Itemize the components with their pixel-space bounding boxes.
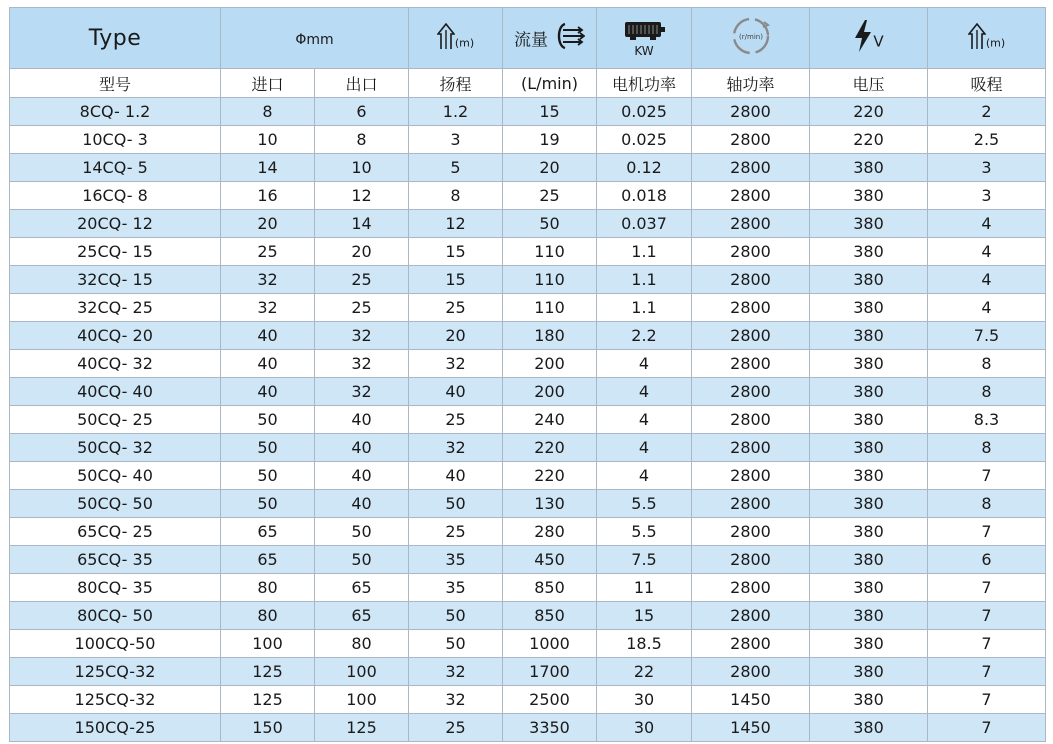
shaft-speed-cell: 2800 (692, 154, 810, 182)
outlet-cell: 100 (315, 686, 409, 714)
table-row (10, 294, 1046, 322)
outlet-cell: 40 (315, 462, 409, 490)
outlet-cell: 32 (315, 350, 409, 378)
voltage-cell: 380 (810, 238, 928, 266)
flow-cell: 50 (503, 210, 597, 238)
shaft-speed-cell: 2800 (692, 266, 810, 294)
outlet-column-label: 出口 (315, 69, 409, 98)
flow-column-label: (L/min) (503, 69, 597, 98)
outlet-cell: 14 (315, 210, 409, 238)
flow-cell: 25 (503, 182, 597, 210)
model-cell: 65CQ- 35 (10, 546, 221, 574)
table-row (10, 490, 1046, 518)
suction-cell: 2 (928, 98, 1046, 126)
model-cell: 32CQ- 15 (10, 266, 221, 294)
outlet-cell: 125 (315, 714, 409, 742)
inlet-cell: 10 (221, 126, 315, 154)
model-cell: 50CQ- 40 (10, 462, 221, 490)
suction-cell: 7 (928, 574, 1046, 602)
inlet-cell: 125 (221, 658, 315, 686)
table-row (10, 602, 1046, 630)
shaft-speed-cell: 2800 (692, 406, 810, 434)
head-cell: 32 (409, 686, 503, 714)
table-row (10, 714, 1046, 742)
flow-cell: 19 (503, 126, 597, 154)
inlet-cell: 16 (221, 182, 315, 210)
outlet-cell: 32 (315, 322, 409, 350)
model-cell: 80CQ- 50 (10, 602, 221, 630)
head-cell: 32 (409, 350, 503, 378)
outlet-cell: 65 (315, 574, 409, 602)
shaft-speed-cell: 2800 (692, 238, 810, 266)
suction-cell: 7 (928, 686, 1046, 714)
table-row (10, 210, 1046, 238)
shaft-speed-cell: 2800 (692, 490, 810, 518)
model-cell: 125CQ-32 (10, 686, 221, 714)
suction-cell: 7.5 (928, 322, 1046, 350)
suction-cell: 8 (928, 434, 1046, 462)
suction-cell: 3 (928, 182, 1046, 210)
head-cell: 35 (409, 546, 503, 574)
inlet-cell: 80 (221, 602, 315, 630)
head-cell: 25 (409, 294, 503, 322)
flow-cell: 2500 (503, 686, 597, 714)
voltage-cell: 380 (810, 210, 928, 238)
outlet-cell: 20 (315, 238, 409, 266)
inlet-cell: 8 (221, 98, 315, 126)
diameter-label: Φmm (295, 31, 334, 48)
head-column-label: 扬程 (409, 69, 503, 98)
model-cell: 10CQ- 3 (10, 126, 221, 154)
flow-cell: 200 (503, 378, 597, 406)
voltage-cell: 380 (810, 322, 928, 350)
flow-cell: 280 (503, 518, 597, 546)
table-row (10, 350, 1046, 378)
motor-power-cell: 0.018 (597, 182, 692, 210)
outlet-cell: 40 (315, 406, 409, 434)
inlet-cell: 40 (221, 378, 315, 406)
head-cell: 15 (409, 266, 503, 294)
voltage-column-label: 电压 (810, 69, 928, 98)
table-row (10, 182, 1046, 210)
head-cell: 40 (409, 378, 503, 406)
shaft-speed-cell: 2800 (692, 462, 810, 490)
model-cell: 50CQ- 50 (10, 490, 221, 518)
voltage-cell: 380 (810, 294, 928, 322)
motor-power-cell: 0.12 (597, 154, 692, 182)
suction-cell: 4 (928, 266, 1046, 294)
model-cell: 40CQ- 20 (10, 322, 221, 350)
flow-cell: 110 (503, 294, 597, 322)
model-cell: 80CQ- 35 (10, 574, 221, 602)
suction-cell: 8.3 (928, 406, 1046, 434)
motor-power-cell: 4 (597, 434, 692, 462)
outlet-cell: 8 (315, 126, 409, 154)
motor-power-cell: 5.5 (597, 518, 692, 546)
power-header (597, 8, 692, 69)
head-unit: (m) (454, 36, 475, 50)
suction-cell: 7 (928, 630, 1046, 658)
suction-cell: 7 (928, 714, 1046, 742)
suction-cell: 8 (928, 378, 1046, 406)
model-cell: 50CQ- 25 (10, 406, 221, 434)
motor-power-cell: 0.037 (597, 210, 692, 238)
shaft-speed-cell: 2800 (692, 518, 810, 546)
voltage-cell: 380 (810, 574, 928, 602)
suction-header (928, 8, 1046, 69)
suction-cell: 7 (928, 602, 1046, 630)
inlet-cell: 50 (221, 434, 315, 462)
table-row (10, 658, 1046, 686)
speed-unit: (r/min) (738, 33, 763, 41)
outlet-cell: 6 (315, 98, 409, 126)
shaft-speed-cell: 2800 (692, 546, 810, 574)
suction-cell: 4 (928, 238, 1046, 266)
flow-cell: 220 (503, 462, 597, 490)
flow-cell: 180 (503, 322, 597, 350)
outlet-cell: 80 (315, 630, 409, 658)
voltage-cell: 380 (810, 182, 928, 210)
model-cell: 65CQ- 25 (10, 518, 221, 546)
inlet-cell: 40 (221, 350, 315, 378)
motor-power-cell: 15 (597, 602, 692, 630)
motor-power-cell: 30 (597, 686, 692, 714)
type-header (10, 8, 221, 69)
speed-header (692, 8, 810, 69)
shaft-speed-cell: 2800 (692, 182, 810, 210)
head-cell: 50 (409, 602, 503, 630)
voltage-cell: 380 (810, 686, 928, 714)
outlet-cell: 12 (315, 182, 409, 210)
table-row (10, 154, 1046, 182)
shaft-speed-cell: 2800 (692, 630, 810, 658)
table-row (10, 406, 1046, 434)
suction-cell: 6 (928, 546, 1046, 574)
motor-power-cell: 4 (597, 378, 692, 406)
inlet-cell: 50 (221, 490, 315, 518)
flow-cell: 850 (503, 602, 597, 630)
motor-power-cell: 18.5 (597, 630, 692, 658)
model-cell: 40CQ- 32 (10, 350, 221, 378)
table-row (10, 266, 1046, 294)
voltage-cell: 380 (810, 630, 928, 658)
motor-power-cell: 2.2 (597, 322, 692, 350)
head-cell: 8 (409, 182, 503, 210)
suction-cell: 2.5 (928, 126, 1046, 154)
outlet-cell: 32 (315, 378, 409, 406)
inlet-cell: 50 (221, 462, 315, 490)
flow-cell: 15 (503, 98, 597, 126)
head-cell: 50 (409, 490, 503, 518)
voltage-cell: 380 (810, 714, 928, 742)
flow-header (503, 8, 597, 69)
voltage-cell: 380 (810, 518, 928, 546)
flow-cell: 240 (503, 406, 597, 434)
table-row (10, 686, 1046, 714)
shaft-speed-cell: 1450 (692, 714, 810, 742)
suction-column-label: 吸程 (928, 69, 1046, 98)
motor-power-cell: 0.025 (597, 98, 692, 126)
suction-unit: (m) (985, 36, 1006, 50)
rotation-icon (727, 14, 775, 62)
suction-cell: 8 (928, 490, 1046, 518)
shaft-speed-cell: 2800 (692, 322, 810, 350)
inlet-cell: 65 (221, 546, 315, 574)
inlet-cell: 50 (221, 406, 315, 434)
inlet-cell: 32 (221, 294, 315, 322)
voltage-cell: 380 (810, 154, 928, 182)
motor-power-cell: 1.1 (597, 294, 692, 322)
inlet-cell: 125 (221, 686, 315, 714)
shaft-speed-cell: 2800 (692, 210, 810, 238)
suction-cell: 7 (928, 462, 1046, 490)
shaft-speed-column-label: 轴功率 (692, 69, 810, 98)
table-row (10, 518, 1046, 546)
suction-cell: 3 (928, 154, 1046, 182)
model-cell: 25CQ- 15 (10, 238, 221, 266)
outlet-cell: 25 (315, 266, 409, 294)
voltage-cell: 380 (810, 350, 928, 378)
outlet-cell: 50 (315, 518, 409, 546)
voltage-cell: 380 (810, 602, 928, 630)
model-cell: 150CQ-25 (10, 714, 221, 742)
table-body (10, 98, 1046, 742)
motor-power-cell: 1.1 (597, 266, 692, 294)
shaft-speed-cell: 1450 (692, 686, 810, 714)
head-cell: 25 (409, 406, 503, 434)
inlet-cell: 32 (221, 266, 315, 294)
head-cell: 25 (409, 714, 503, 742)
motor-power-cell: 30 (597, 714, 692, 742)
table-row (10, 378, 1046, 406)
suction-cell: 7 (928, 518, 1046, 546)
pump-spec-table-wrapper (9, 7, 1046, 742)
flow-cell: 1700 (503, 658, 597, 686)
motor-power-cell: 0.025 (597, 126, 692, 154)
diameter-header (221, 8, 409, 69)
head-cell: 3 (409, 126, 503, 154)
voltage-cell: 380 (810, 462, 928, 490)
inlet-cell: 20 (221, 210, 315, 238)
motor-power-cell: 22 (597, 658, 692, 686)
flow-label: 流量 (513, 30, 548, 51)
flow-cell: 200 (503, 350, 597, 378)
model-cell: 20CQ- 12 (10, 210, 221, 238)
table-row (10, 574, 1046, 602)
motor-icon (622, 18, 666, 46)
table-row (10, 462, 1046, 490)
motor-power-cell: 7.5 (597, 546, 692, 574)
inlet-cell: 80 (221, 574, 315, 602)
outlet-cell: 10 (315, 154, 409, 182)
head-cell: 5 (409, 154, 503, 182)
inlet-cell: 150 (221, 714, 315, 742)
lightning-icon (853, 19, 873, 57)
head-cell: 15 (409, 238, 503, 266)
head-cell: 50 (409, 630, 503, 658)
table-row (10, 126, 1046, 154)
subheader-row (10, 69, 1046, 98)
type-title: Type (88, 25, 142, 51)
suction-cell: 4 (928, 210, 1046, 238)
suction-cell: 4 (928, 294, 1046, 322)
flow-cell: 450 (503, 546, 597, 574)
inlet-cell: 40 (221, 322, 315, 350)
flow-cell: 3350 (503, 714, 597, 742)
suction-cell: 8 (928, 350, 1046, 378)
up-arrow-icon (437, 22, 455, 54)
outlet-cell: 40 (315, 434, 409, 462)
voltage-cell: 220 (810, 98, 928, 126)
table-row (10, 546, 1046, 574)
head-cell: 25 (409, 518, 503, 546)
outlet-cell: 25 (315, 294, 409, 322)
shaft-speed-cell: 2800 (692, 378, 810, 406)
head-cell: 20 (409, 322, 503, 350)
up-arrow-icon (968, 22, 986, 54)
suction-cell: 7 (928, 658, 1046, 686)
shaft-speed-cell: 2800 (692, 98, 810, 126)
inlet-cell: 65 (221, 518, 315, 546)
voltage-cell: 380 (810, 406, 928, 434)
voltage-cell: 380 (810, 266, 928, 294)
voltage-cell: 380 (810, 658, 928, 686)
motor-power-cell: 5.5 (597, 490, 692, 518)
voltage-cell: 380 (810, 378, 928, 406)
motor-power-cell: 4 (597, 406, 692, 434)
shaft-speed-cell: 2800 (692, 574, 810, 602)
shaft-speed-cell: 2800 (692, 658, 810, 686)
flow-arrows-icon (553, 21, 585, 55)
shaft-speed-cell: 2800 (692, 294, 810, 322)
head-header (409, 8, 503, 69)
voltage-unit: V (873, 32, 884, 51)
flow-cell: 220 (503, 434, 597, 462)
outlet-cell: 50 (315, 546, 409, 574)
head-cell: 1.2 (409, 98, 503, 126)
shaft-speed-cell: 2800 (692, 126, 810, 154)
shaft-speed-cell: 2800 (692, 602, 810, 630)
outlet-cell: 65 (315, 602, 409, 630)
head-cell: 40 (409, 462, 503, 490)
inlet-cell: 14 (221, 154, 315, 182)
motor-power-column-label: 电机功率 (597, 69, 692, 98)
motor-power-cell: 4 (597, 462, 692, 490)
voltage-cell: 380 (810, 490, 928, 518)
outlet-cell: 40 (315, 490, 409, 518)
model-cell: 32CQ- 25 (10, 294, 221, 322)
shaft-speed-cell: 2800 (692, 434, 810, 462)
flow-cell: 110 (503, 266, 597, 294)
outlet-cell: 100 (315, 658, 409, 686)
head-cell: 32 (409, 434, 503, 462)
model-cell: 14CQ- 5 (10, 154, 221, 182)
model-cell: 16CQ- 8 (10, 182, 221, 210)
motor-power-cell: 1.1 (597, 238, 692, 266)
motor-power-cell: 4 (597, 350, 692, 378)
voltage-cell: 380 (810, 434, 928, 462)
voltage-cell: 380 (810, 546, 928, 574)
model-cell: 125CQ-32 (10, 658, 221, 686)
voltage-cell: 220 (810, 126, 928, 154)
power-unit: KW (634, 44, 654, 58)
inlet-cell: 25 (221, 238, 315, 266)
shaft-speed-cell: 2800 (692, 350, 810, 378)
flow-cell: 20 (503, 154, 597, 182)
motor-power-cell: 11 (597, 574, 692, 602)
model-cell: 100CQ-50 (10, 630, 221, 658)
flow-cell: 1000 (503, 630, 597, 658)
table-row (10, 434, 1046, 462)
inlet-cell: 100 (221, 630, 315, 658)
model-column-label: 型号 (10, 69, 221, 98)
flow-cell: 850 (503, 574, 597, 602)
head-cell: 32 (409, 658, 503, 686)
table-row (10, 98, 1046, 126)
flow-cell: 110 (503, 238, 597, 266)
pump-spec-table (9, 7, 1046, 742)
head-cell: 35 (409, 574, 503, 602)
head-cell: 12 (409, 210, 503, 238)
model-cell: 40CQ- 40 (10, 378, 221, 406)
model-cell: 50CQ- 32 (10, 434, 221, 462)
inlet-column-label: 进口 (221, 69, 315, 98)
header-row (10, 8, 1046, 69)
model-cell: 8CQ- 1.2 (10, 98, 221, 126)
table-row (10, 238, 1046, 266)
voltage-header (810, 8, 928, 69)
flow-cell: 130 (503, 490, 597, 518)
table-row (10, 322, 1046, 350)
table-row (10, 630, 1046, 658)
